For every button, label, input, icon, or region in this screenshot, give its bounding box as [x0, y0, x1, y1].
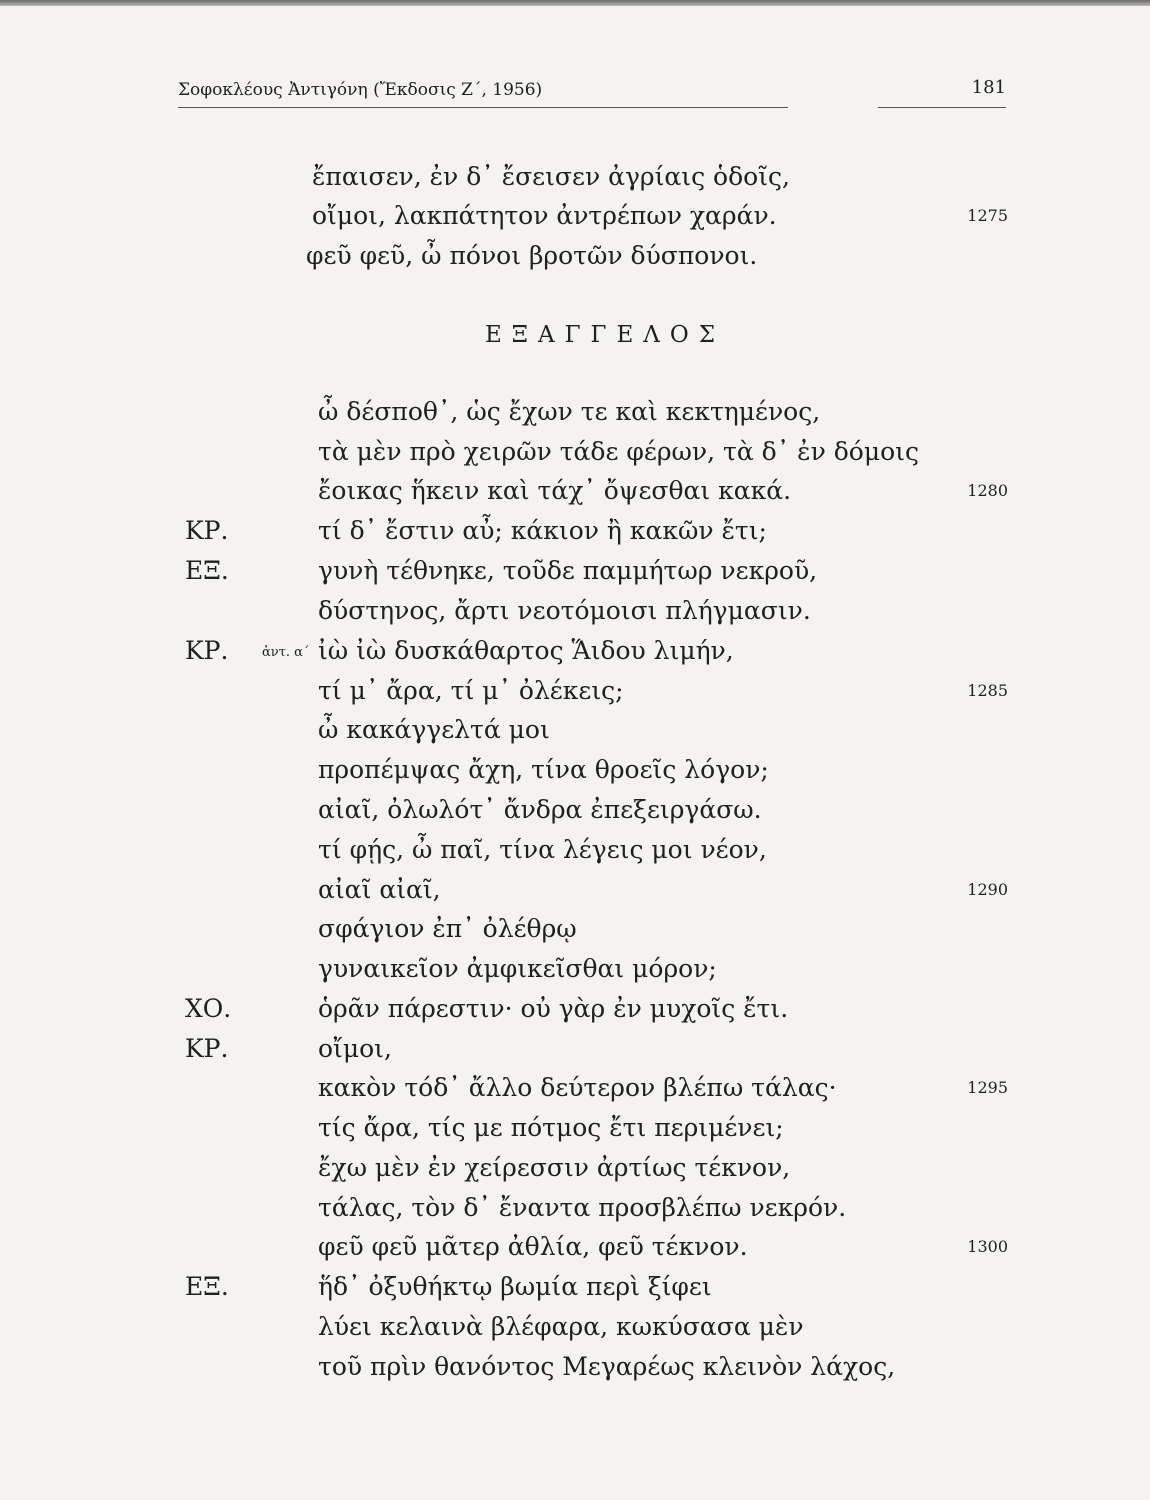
verse-line	[0, 514, 1150, 554]
speaker-heading: ΕΞΑΓΓΕΛΟΣ	[484, 322, 726, 348]
verse-line	[0, 713, 1150, 753]
verse-text: δύστηνος, ἄρτι νεοτόμοισι πλήγμασιν.	[318, 596, 811, 625]
verse-line	[0, 674, 1150, 714]
verse-text: αἰαῖ αἰαῖ,	[318, 875, 441, 904]
verse-text: ἔχω μὲν ἐν χείρεσσιν ἀρτίως τέκνον,	[318, 1153, 791, 1182]
verse-text: οἴμοι, λακπάτητον ἀντρέπων χαράν.	[312, 201, 777, 230]
verse-text: τίς ἄρα, τίς με πότμος ἔτι περιμένει;	[318, 1113, 784, 1142]
verse-line	[0, 1032, 1150, 1072]
verse-line	[0, 160, 1150, 200]
verse-text: ἔπαισεν, ἐν δ᾽ ἔσεισεν ἀγρίαις ὁδοῖς,	[312, 162, 790, 191]
verse-line	[0, 952, 1150, 992]
verse-text: φεῦ φεῦ, ὦ πόνοι βροτῶν δύσπονοι.	[306, 241, 758, 270]
line-number: 1295	[967, 1078, 1008, 1097]
verse-text: γυναικεῖον ἀμφικεῖσθαι μόρον;	[318, 954, 717, 983]
verse-text: ἥδ᾽ ὀξυθήκτῳ βωμία περὶ ξίφει	[318, 1272, 712, 1301]
speaker-label: ΕΞ.	[185, 1272, 229, 1301]
verse-text: ἰὼ ἰὼ δυσκάθαρτος Ἅιδου λιμήν,	[318, 636, 734, 665]
line-number: 1290	[967, 880, 1008, 899]
verse-text: τί μ᾽ ἄρα, τί μ᾽ ὀλέκεις;	[318, 676, 624, 705]
verse-text: τὰ μὲν πρὸ χειρῶν τάδε φέρων, τὰ δ᾽ ἐν δόμοις	[318, 437, 919, 466]
verse-line	[0, 1230, 1150, 1270]
verse-text: λύει κελαινὰ βλέφαρα, κωκύσασα μὲν	[318, 1312, 804, 1341]
line-number: 1275	[967, 206, 1008, 225]
verse-line	[0, 554, 1150, 594]
header-rule-right	[878, 107, 1006, 108]
verse-text: τοῦ πρὶν θανόντος Μεγαρέως κλεινὸν λάχος,	[318, 1352, 896, 1381]
line-number: 1280	[967, 481, 1008, 500]
verse-line	[0, 435, 1150, 475]
verse-text: οἴμοι,	[318, 1034, 392, 1063]
speaker-label: ΚΡ.	[185, 516, 229, 545]
verse-line	[0, 1191, 1150, 1231]
verse-line	[0, 239, 1150, 279]
verse-line	[0, 1270, 1150, 1310]
line-number: 1285	[967, 681, 1008, 700]
verse-line	[0, 395, 1150, 435]
verse-line	[0, 474, 1150, 514]
verse-line	[0, 793, 1150, 833]
verse-line	[0, 634, 1150, 674]
page-number: 181	[971, 77, 1006, 98]
verse-text: τί δ᾽ ἔστιν αὖ; κάκιον ἢ κακῶν ἔτι;	[318, 516, 767, 545]
verse-text: αἰαῖ, ὀλωλότ᾽ ἄνδρα ἐπεξειργάσω.	[318, 795, 762, 824]
verse-text: σφάγιον ἐπ᾽ ὀλέθρῳ	[318, 914, 577, 943]
verse-line	[0, 1111, 1150, 1151]
verse-text: φεῦ φεῦ μᾶτερ ἀθλία, φεῦ τέκνον.	[318, 1232, 748, 1261]
speaker-label: ΧΟ.	[185, 994, 232, 1023]
verse-line	[0, 912, 1150, 952]
verse-text: προπέμψας ἄχη, τίνα θροεῖς λόγον;	[318, 755, 769, 784]
verse-line	[0, 594, 1150, 634]
verse-line	[0, 199, 1150, 239]
running-header	[178, 76, 1006, 112]
verse-line	[0, 992, 1150, 1032]
verse-line	[0, 1350, 1150, 1390]
verse-text: τί φῄς, ὦ παῖ, τίνα λέγεις μοι νέον,	[318, 835, 767, 864]
verse-line	[0, 873, 1150, 913]
strophe-note: ἀντ. α΄	[262, 645, 310, 660]
verse-text: τάλας, τὸν δ᾽ ἔναντα προσβλέπω νεκρόν.	[318, 1193, 847, 1222]
verse-text: κακὸν τόδ᾽ ἄλλο δεύτερον βλέπω τάλας·	[318, 1073, 837, 1102]
verse-line	[0, 1310, 1150, 1350]
verse-text: ἔοικας ἥκειν καὶ τάχ᾽ ὄψεσθαι κακά.	[318, 476, 792, 505]
verse-line	[0, 1071, 1150, 1111]
verse-text: ὦ κακάγγελτά μοι	[318, 715, 550, 744]
verse-line	[0, 753, 1150, 793]
speaker-label: ΕΞ.	[185, 556, 229, 585]
verse-text: ὦ δέσποθ᾽, ὡς ἔχων τε καὶ κεκτημένος,	[318, 397, 821, 426]
speaker-label: ΚΡ.	[185, 1034, 229, 1063]
header-rule	[178, 107, 788, 108]
verse-text: γυνὴ τέθνηκε, τοῦδε παμμήτωρ νεκροῦ,	[318, 556, 818, 585]
page-top-edge	[0, 0, 1150, 6]
line-number: 1300	[967, 1237, 1008, 1256]
verse-line	[0, 1151, 1150, 1191]
verse-text: ὁρᾶν πάρεστιν· οὐ γὰρ ἐν μυχοῖς ἔτι.	[318, 994, 789, 1023]
speaker-label: ΚΡ.	[185, 636, 229, 665]
running-title: Σοφοκλέους Ἀντιγόνη (Ἔκδοσις Ζ΄, 1956)	[178, 80, 543, 100]
verse-line	[0, 833, 1150, 873]
